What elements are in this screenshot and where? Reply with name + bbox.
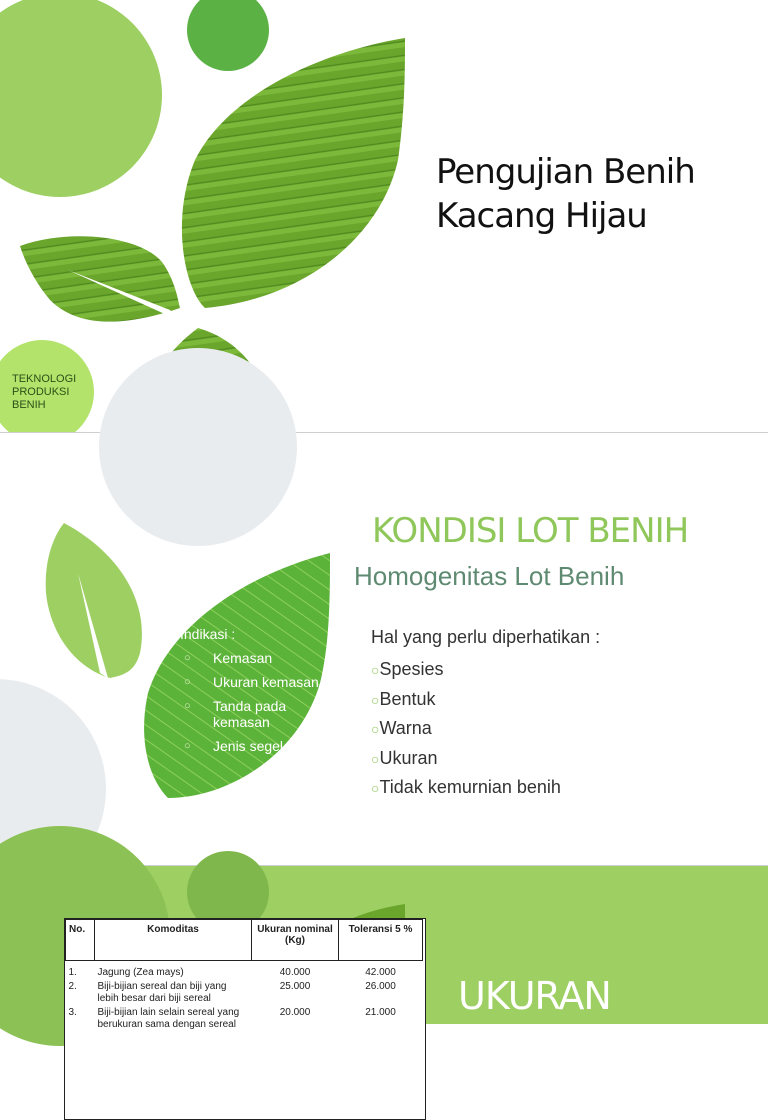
section-heading: UKURAN	[458, 974, 611, 1018]
table-cell: 20.000	[279, 1007, 311, 1018]
tag-line-2: PRODUKSI	[12, 386, 70, 398]
column-header: No.	[66, 920, 95, 961]
course-tag	[12, 373, 102, 412]
indikasi-item	[180, 650, 320, 666]
table-row	[66, 961, 423, 981]
table-cell: 2.	[68, 981, 77, 992]
indikasi-item	[180, 674, 320, 690]
column-header: Ukuran nominal (Kg)	[252, 920, 339, 961]
title-line-2: Kacang Hijau	[436, 196, 647, 236]
column-header: Komoditas	[95, 920, 252, 961]
indikasi-item-label: Jenis segel	[213, 738, 284, 754]
list-item	[371, 685, 561, 715]
table-cell: 26.000	[365, 981, 396, 992]
circle-bullet-icon: ○	[371, 691, 380, 708]
circle-bullet-icon: ○	[184, 676, 191, 688]
list-item	[371, 773, 561, 803]
indikasi-item-label: Kemasan	[213, 650, 273, 666]
section-subtitle: Homogenitas Lot Benih	[354, 561, 625, 591]
list-item-label: Tidak kemurnian benih	[379, 777, 561, 797]
list-item	[371, 714, 561, 744]
indikasi-label: Indikasi :	[180, 626, 236, 642]
criteria-list	[371, 655, 561, 803]
list-item	[371, 655, 561, 685]
circle-bullet-icon: ○	[371, 750, 380, 767]
page-title	[436, 150, 756, 238]
size-table	[64, 918, 426, 1120]
table-cell: 1.	[68, 967, 77, 978]
decor-circle-large	[0, 0, 162, 197]
indikasi-list	[180, 650, 320, 754]
table-cell: 3.	[68, 1007, 77, 1018]
table-cell: 21.000	[365, 1007, 396, 1018]
tag-line-3: BENIH	[12, 399, 46, 411]
column-header: Toleransi 5 %	[339, 920, 423, 961]
list-intro: Hal yang perlu diperhatikan :	[371, 627, 601, 647]
slide-title	[0, 0, 768, 432]
circle-bullet-icon: ○	[371, 780, 380, 796]
indikasi-item	[180, 698, 320, 730]
decor-circle-small	[187, 0, 269, 71]
list-item	[371, 744, 561, 774]
slide-kondisi-lot-benih	[0, 433, 768, 865]
table-cell: Biji-bijian lain selain sereal yang berukuran sama dengan sereal	[97, 1007, 240, 1030]
indikasi-item-label: Ukuran kemasan	[213, 674, 319, 690]
list-item-label: Ukuran	[379, 747, 438, 768]
list-item-label: Warna	[379, 718, 432, 738]
circle-bullet-icon: ○	[184, 700, 191, 712]
table-cell: 42.000	[365, 967, 396, 978]
table-row	[66, 980, 423, 1006]
list-item-label: Bentuk	[379, 688, 436, 709]
indikasi-box	[180, 626, 320, 754]
table-cell: 40.000	[279, 967, 311, 978]
list-item-label: Spesies	[379, 659, 444, 679]
table-row	[66, 1006, 423, 1032]
leaf-light	[46, 523, 142, 678]
decor-circle-grey-top	[99, 348, 297, 546]
indikasi-item-label: Tanda pada kemasan	[213, 698, 287, 730]
tag-line-1: TEKNOLOGI	[12, 373, 77, 385]
indikasi-item	[180, 738, 320, 754]
circle-bullet-icon: ○	[371, 662, 380, 678]
leaf-large	[182, 38, 405, 308]
section-title: KONDISI LOT BENIH	[372, 511, 689, 551]
title-line-1: Pengujian Benih	[436, 152, 695, 192]
circle-bullet-icon: ○	[371, 721, 380, 737]
circle-bullet-icon: ○	[184, 740, 191, 752]
circle-bullet-icon: ○	[184, 652, 191, 664]
table-cell: 25.000	[279, 981, 311, 992]
table-cell: Biji-bijian sereal dan biji yang lebih besar dari biji sereal	[97, 981, 227, 1004]
slide-ukuran	[0, 866, 768, 1030]
table-cell: Jagung (Zea mays)	[97, 967, 184, 978]
